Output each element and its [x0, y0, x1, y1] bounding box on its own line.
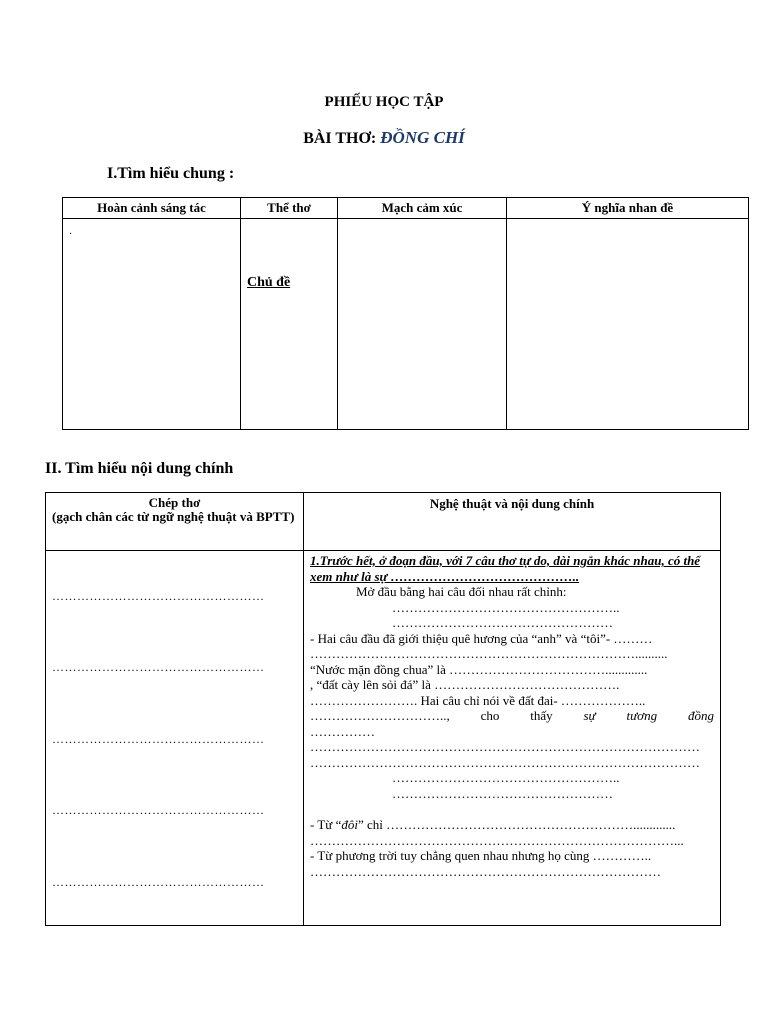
col-header-analysis: Nghệ thuật và nội dung chính [304, 493, 721, 551]
word: sự [583, 708, 596, 723]
dotted-line: …………………………………………… [52, 589, 265, 603]
analysis-line: - Từ phương trời tuy chẳng quen nhau nhưng họ cùng ………….. [310, 848, 652, 863]
analysis-heading: 1.Trước hết, ở đoạn đầu, với 7 câu thơ tự do, dài ngắn khác nhau, có thể xem như là sự …………………………………….. [310, 553, 701, 584]
word: ” chỉ …………………………………………………............. [357, 817, 676, 832]
analysis-line: ……………………. Hai câu chỉ nói về đất đai- ……………….. [310, 692, 646, 708]
analysis-line: …………………………………………… [392, 615, 613, 630]
analysis-line: …………………………………………… [392, 785, 613, 801]
analysis-line: - Hai câu đầu đã giới thiệu quê hương của “anh” và “tôi”- ……… [310, 630, 653, 646]
poem-copy-title: Chép thơ [148, 495, 201, 510]
poem-name: ĐỒNG CHÍ [380, 128, 465, 147]
dotted-line: …………………………………………… [52, 660, 265, 674]
col-header-form: Thể thơ [241, 198, 338, 219]
page-title: PHIẾU HỌC TẬP [324, 94, 444, 110]
analysis-line [310, 817, 714, 833]
cell-emotion[interactable] [338, 219, 507, 430]
analysis-line-justified [310, 708, 714, 724]
dotted-line: …………………………………………… [52, 875, 265, 889]
analysis-line: Mở đầu bằng hai câu đối nhau rất chỉnh: [356, 584, 567, 599]
section2-heading: II. Tìm hiểu nội dung chính [45, 460, 234, 477]
cell-context[interactable] [63, 219, 241, 430]
word: thấy [530, 708, 553, 723]
poem-copy-subtitle: (gạch chân các từ ngữ nghệ thuật và BPTT) [52, 509, 295, 524]
general-info-table [62, 197, 749, 430]
word: tương [626, 708, 658, 723]
analysis-line: ………………………………………………………………….......... [310, 646, 668, 661]
dotted-line: …………………………………………… [52, 803, 265, 817]
analysis-line: …………… [310, 723, 375, 739]
analysis-line: …………………………………………….. [392, 599, 620, 615]
spacer [310, 801, 714, 817]
cell-title-meaning[interactable] [507, 219, 749, 430]
word: - Từ “ [310, 817, 342, 832]
analysis-line: , “đất cày lên sỏi đá” là ……………………………………. [310, 677, 620, 692]
analysis-line: ……………………………………………………………………………… [310, 739, 700, 754]
word: ………………………….., [310, 708, 450, 723]
col-header-emotion: Mạch cảm xúc [338, 198, 507, 219]
word: cho [480, 708, 500, 723]
analysis-line: …………………………………………………………………………... [310, 832, 684, 848]
analysis-line: “Nước mặn đồng chua” là ………………………………............. [310, 661, 648, 677]
dotted-line: …………………………………………… [52, 732, 265, 746]
cell-form[interactable] [241, 219, 338, 430]
analysis-line: ……………………………………………………………………………… [310, 754, 700, 770]
content-table [45, 492, 721, 926]
analysis-cell[interactable] [304, 551, 721, 926]
analysis-line: …………………………………………….. [392, 770, 620, 785]
word-doi: đôi [341, 817, 358, 832]
cell-dot: . [69, 223, 72, 237]
col-header-poem-copy [46, 493, 304, 551]
section1-heading: I.Tìm hiểu chung : [107, 165, 235, 182]
col-header-title-meaning: Ý nghĩa nhan đề [507, 198, 749, 219]
col-header-context: Hoàn cảnh sáng tác [63, 198, 241, 219]
word: đồng [687, 708, 714, 723]
poem-title-prefix: BÀI THƠ: [303, 130, 381, 147]
chu-de-label: Chủ đề [247, 275, 291, 290]
poem-copy-cell[interactable] [46, 551, 304, 926]
poem-title [0, 128, 768, 148]
analysis-line: ……………………………………………………………………… [310, 863, 661, 879]
